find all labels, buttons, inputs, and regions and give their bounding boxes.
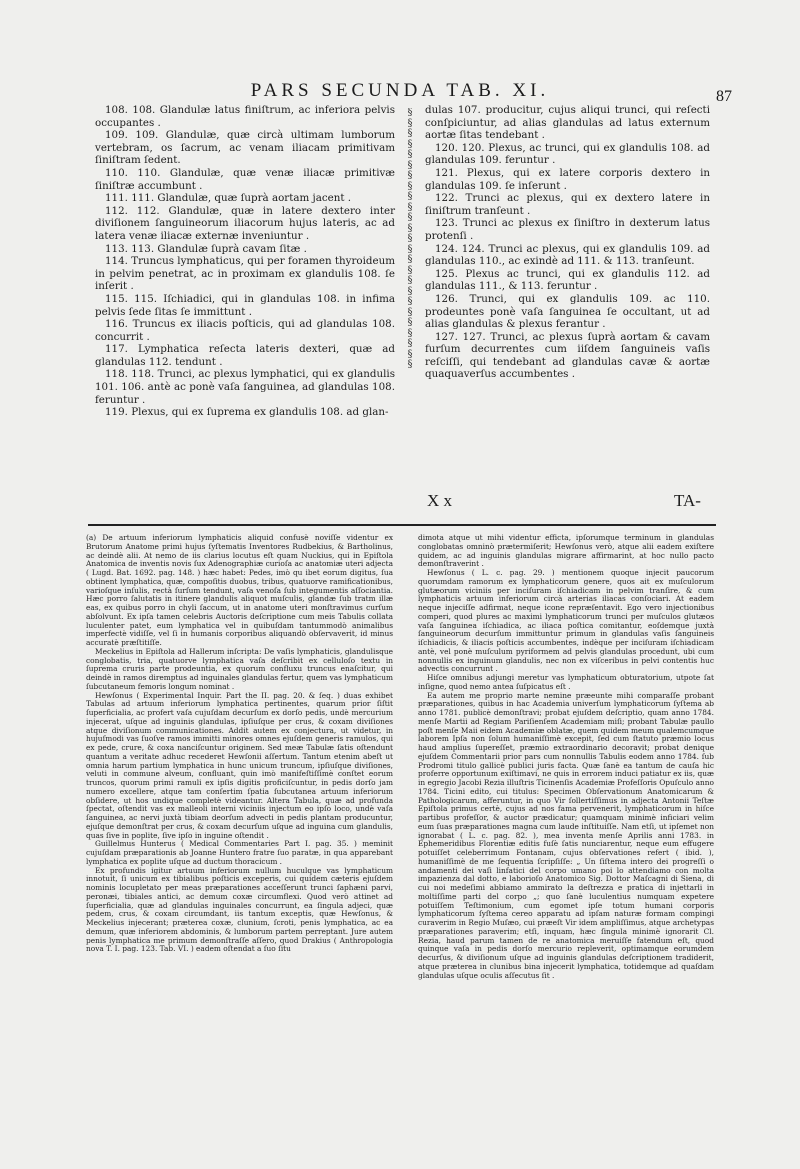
- chain-link-ornament: §: [407, 306, 413, 318]
- legend-entry: 122. Trunci ac plexus, qui ex dextero latere in ſiniſtrum tranſeunt .: [425, 192, 710, 217]
- legend-entry: 117. Lymphatica reſecta lateris dexteri, quæ ad glandulas 112. tendunt .: [95, 343, 395, 368]
- chain-link-ornament: §: [407, 108, 413, 118]
- chain-link-ornament: §: [407, 222, 413, 234]
- chain-link-ornament: §: [407, 359, 413, 370]
- legend-entry: 116. Truncus ex iliacis poſticis, qui ad glandulas 108. concurrit .: [95, 318, 395, 343]
- legend-entry: 112. 112. Glandulæ, quæ in latere dextero inter diviſionem ſanguineorum iliacorum hujus lateris, ac ad latera venæ iliacæ externæ inveniuntur .: [95, 204, 395, 242]
- chain-link-ornament: §: [407, 264, 413, 276]
- legend-entry: 126. Trunci, qui ex glandulis 109. ac 110. prodeuntes ponè vaſa ſanguinea ſe occultant, ut ad alias glandulas & plexus ferantur .: [425, 292, 710, 331]
- chain-link-ornament: §: [407, 138, 413, 150]
- chain-link-ornament: §: [407, 317, 413, 328]
- legend-entry: 111. 111. Glandulæ, quæ ſuprà aortam jacent .: [105, 192, 352, 205]
- legend-entry: dulas 107. producitur, cujus aliqui trunci, qui reſecti conſpiciuntur, ad alias glandulas ad latus externum aortæ ſitas tendebant .: [425, 104, 710, 142]
- chain-link-ornament: §: [407, 201, 413, 213]
- chain-link-ornament: §: [407, 327, 413, 339]
- chain-link-ornament: §: [407, 243, 413, 255]
- chain-link-ornament: §: [407, 180, 413, 192]
- footnotes-right-column: [418, 534, 714, 980]
- legend-entry: 110. 110. Glandulæ, quæ venæ iliacæ primitivæ ſiniſtræ accumbunt .: [95, 166, 395, 192]
- footnote-paragraph: (a) De artuum inferiorum lymphaticis aliquid confusè noviſſe videntur ex Brutorum Anatome primi hujus ſyſtematis Inventores Rudbekius, & Bartholinus, ac deindè alii. At nemo de iis clarius locutus eſt quam Nuckius, qui in Epiſtola Anatomica de inventis novis ſux Adenographiæ curioſa ac anatomiæ uteri adjecta ( Lugd. Bat. 1692. pag. 148. ) hæc habet: Pedes, imò qu ibet eorum digitus, ſua obtinent lymphatica, quæ, compoſitis duobus, tribus, quatuorve ramificationibus, varioſque inſulis, rectà ſurſum tendunt, vaſa venoſa ſub integumentis aſſociantia. Hæc porro ſalutatis in itinere glandulis aliquot muſculis, glandæ ſub tratm illæ eas, ex quibus porro in chyli ſaccum, ut in anatome uteri monſtravimus curſum abſolvunt. Ex ipſa tamen celebris Auctoris deſcriptione cum meis Tabulis collata luculenter patet, eum lymphatica vel in quibuſdam tantummodò animalibus imperfectè vidiſſe, vel ſi in humanis corporibus aliquandò obſervaverit, id minus accuratè præſtitiſſe.: [86, 533, 393, 647]
- legend-entry: 121. Plexus, qui ex latere corporis dextero in glandulas 109. ſe inſerunt .: [425, 166, 710, 192]
- legend-entry: 118. 118. Trunci, ac plexus lymphatici, qui ex glandulis 101. 106. antè ac ponè vaſa ſanguinea, ad glandulas 108. feruntur .: [95, 368, 395, 406]
- chain-link-ornament: §: [407, 117, 413, 129]
- legend-entry: 125. Plexus ac trunci, qui ex glandulis 112. ad glandulas 111., & 113. feruntur .: [425, 267, 710, 293]
- footnote-paragraph: Ea autem me proprio marte nemine præeunte mihi comparaſſe probant præparationes, quibus in hac Academia univerſum lymphaticorum ſyſtema ab anno 1781. publicè demonſtravi; probat ejuſdem deſcriptio, quam anno 1784. menſe Martii ad Regiam Pariſienſem Academiam miſi; probant Tabulæ paullo poſt menſe Maii eidem Academiæ oblatæ, quem quidem meum qualemcumque laborem Ipſa non ſolum humaniſſimè excepit, ſed cum ſtatuto præmio locus haud amplius ſupereſſet, præmio extraordinario decoravit; probat denique ejuſdem Commentarii prior pars cum nonnullis Tabulis eodem anno 1784. ſub Prodromi titulo gallicè publici juris facta. Quæ ſanè ea tantum de cauſa hic proferre opportunum exiſtimavi, ne quis in errorem induci patiatur ex iis, quæ in egregio Jacobi Rezia illuſtris Ticinenſis Academiæ Profeſſoris Opuſculo anno 1784. Ticini edito, cui titulus: Specimen Obſervationum Anatomicarum & Pathologicarum, afferuntur, in quo Vir ſollertiſſimus in adjecta Antonii Teſtæ Epiſtola primus certè, cujus ad nos fama pervenerit, lymphaticorum in hiſce partibus profeſſor, & auctor prædicatur; quamquam minimè inficiari velim eum ſuas præparationes magna cum laude inſtituiſſe. Nam etſi, ut ipſemet non ignorabat ( L. c. pag. 82. ), mea inventa menſe Aprilis anni 1783. in Ephemeridibus Florentiæ editis fuſè ſatis nunciarentur, neque eum effugere potuiſſet celeberrimum Fontanam, cujus obſervationes refert ( ibid. ), humaniſſimè de me ſequentia ſcripſiſſe: „ Un ſiſtema intero dei progreſſi o andamenti dei vaſi linfatici del corpo umano poi lo attendiamo con molta impazienza dal dotto, e laborioſo Anatomico Sig. Dottor Maſcagni di Siena, di cui noi medeſimi abbiamo ammirato la deſtrezza e pratica di injettarli in moltiſſime parti del corpo „; quo ſanè luculentius numquam expetere potuiſſem Teſtimonium, cum egomet ipſe totum humani corporis lymphaticorum ſyſtema cereo apparatu ad ipſam naturæ formam compingi curaverim in Regio Muſæo, cui præeſt Vir idem ampliſſimus, atque archetypas præparationes paraverim; etſi, inquam, hæc ſingula minimè ignorarit Cl. Rezia, haud parum tamen de re anatomica meruiſſe fatendum eſt, quod quinque vaſa in pedis dorſo mercurio repleverit, optimamque eorumdem decurſus, & diviſionum uſque ad inguinis glandulas deſcriptionem tradiderit, atque præterea in clunibus bina injecerit lymphatica, totidemque ad quaſdam glandulas uſque oculis aſſecutus ſit .: [418, 690, 714, 980]
- legend-entry: 108. 108. Glandulæ latus finiſtrum, ac inferiora pelvis occupantes .: [95, 104, 395, 129]
- footnote-paragraph: Meckelius in Epiſtola ad Hallerum inſcripta: De vaſis lymphaticis, glandulisque conglobatis, tria, quatuorve lymphatica vaſa deſcribit ex celluloſo textu in ſuprema cruris parte prodeuntia, ex quorum confluxu truncus enaſcitur, qui deindè in ramos diremptus ad inguinales glandulas fertur, quem vas lymphaticum ſubcutaneum femoris longum nominat .: [86, 646, 393, 691]
- chain-link-ornament: §: [407, 191, 413, 202]
- footnote-paragraph: Guillelmus Hunterus ( Medical Commentaries Part I. pag. 35. ) meminit cujuſdam præparationis ab Joanne Huntero fratre ſuo paratæ, in qua apparebant lymphatica ex poplite uſque ad ductum thoracicum .: [86, 839, 393, 866]
- legend-entry: 115. 115. Iſchiadici, qui in glandulas 108. in infima pelvis ſede ſitas ſe immittunt .: [95, 292, 395, 318]
- legend-entry: 119. Plexus, qui ex ſuprema ex glandulis 108. ad glan-: [105, 406, 389, 419]
- legend-right-column: [425, 104, 710, 381]
- running-title: PARS SECUNDA TAB. XI.: [250, 80, 550, 101]
- legend-entry: 109. 109. Glandulæ, quæ circà ultimam lumborum vertebram, os ſacrum, ac venam iliacam primitivam ſiniſtram ſedent.: [95, 129, 395, 167]
- footnote-paragraph: Hewſonus ( L. c. pag. 29. ) mentionem quoque injecit paucorum quorumdam ramorum ex lymphaticorum genere, quos ait ex muſculorum glutæorum viciniis per inciſuram iſchiadicam in pelvim tranſire, & cum lymphaticis artuum inferiorum circà arterias iliacas conſociari. At eadem neque injeciſſe adfirmat, neque icone repræſentavit. Ego vero injectionibus comperi, quod plures ac maximi lymphaticorum trunci per muſculos glutæos vaſa ſanguinea iſchiadica, ac iliaca poſtica comitantur, eoſdemque juxtà ſanguineorum decurſum immittuntur primum in glandulas vaſis ſanguineis iſchiadicis, & iliacis poſticis accumbentes, indèque per inciſuram iſchiadicam antè, vel ponè muſculum pyriformem ad pelvis glandulas procedunt, ubi cum nonnullis ex inguinum glandulis, nec non ex viſceribus in pelvi contentis huc advectis concurrunt .: [418, 568, 714, 674]
- footnote-rule: [88, 524, 716, 526]
- chain-link-ornament: §: [407, 285, 413, 297]
- chain-link-ornament: §: [407, 338, 413, 349]
- chain-link-ornament: §: [407, 149, 413, 160]
- legend-left-column: [95, 104, 395, 419]
- footnote-paragraph: Ex profundis igitur artuum inferiorum nullum huculque vas lymphaticum innotuit, ſi unicum ex tibialibus poſticis exceperis, cui quidem cæteris ejuſdem nominis locupletato per meas præparationes acceſſerunt trunci ſaphæni parvi, peronæi, tibiales antici, ac demum coxæ circumflexi. Quod verò attinet ad ſuperficialia, quæ ad glandulas inguinales concurrunt, ea ſingula adjeci, quæ pedem, crus, & coxam circumdant, iis tantum exceptis, quæ Hewſonus, & Meckelius injecerant; præterea coxæ, clunium, ſcroti, penis lymphatica, ac ea demum, quæ inferiorem abdominis, & lumborum partem perreptant. Jure autem penis lymphatica me primum demonſtraſſe aſſero, quod Drakius ( Anthropologia nova T. I. pag. 123. Tab. VI. ) eadem oſtendat a ſuo ſitu: [86, 865, 393, 954]
- chain-link-ornament: §: [407, 159, 413, 171]
- legend-entry: 123. Trunci ac plexus ex ſiniſtro in dexterum latus protenſi .: [425, 217, 710, 242]
- chain-link-ornament: §: [407, 212, 413, 223]
- legend-entry: 113. 113. Glandulæ ſuprà cavam ſitæ .: [105, 242, 307, 255]
- chain-link-ornament: §: [407, 128, 413, 139]
- chain-link-ornament: §: [407, 254, 413, 265]
- chain-link-ornament: §: [407, 170, 413, 181]
- footnote-paragraph: dimota atque ut mihi videntur efficta, ipſorumque terminum in glandulas conglobatas omninò prætermiſerit; Hewſonus verò, atque alii eadem exiſtere quidem, ac ad inguinis glandulas migrare affirmarint, at hoc nullo pacto demonſtraverint .: [418, 533, 714, 569]
- chain-link-ornament: §: [407, 296, 413, 307]
- legend-entry: 120. 120. Plexus, ac trunci, qui ex glandulis 108. ad glandulas 109. feruntur .: [425, 141, 710, 167]
- chain-link-ornament: §: [407, 233, 413, 244]
- chain-link-ornament: §: [407, 348, 413, 360]
- footnotes-left-column: [86, 534, 393, 954]
- legend-entry: 114. Truncus lymphaticus, qui per foramen thyroideum in pelvim penetrat, ac in proximam ex glandulis 108. ſe inſerit .: [95, 255, 395, 293]
- page-number: 87: [716, 88, 732, 105]
- footnote-paragraph: Hewſonus ( Experimental Inquir. Part the II. pag. 20. & ſeq. ) duas exhibet Tabulas ad artuum inferiorum lymphatica pertinentes, quarum prior ſiſtit ſuperficialia, ac profert vaſa cujuſdam decurſum ex dorſo pedis, undè mercurium injecerat, uſque ad inguinis glandulas, ipſiuſque per crus, & coxam diviſiones atque diviſionum communicationes. Addit autem ex conjectura, ut videtur, in hujuſmodi vas ſuoſve ramos immitti minores omnes ejuſdem generis ramulos, qui ex pede, crure, & coxa nanciſcuntur originem. Sed meæ Tabulæ ſatis oſtendunt quantum a veritate adhuc recederet Hewſonii aſſertum. Tantum etenim abeſt ut omnia harum partium lymphatica in hunc unicum truncum, ipſiuſque diviſiones, veluti in commune alveum, confluant, quin imò manifeſtiſſimè conſtet eorum truncos, quorum primi ramuli ex ipſis digitis proficiſcuntur, in pedis dorſo jam numero excellere, atque tam conſertim ſpatia ſubcutanea artuum inferiorum obſidere, ut hos undique completè videantur. Altera Tabula, quæ ad profunda ſpectat, oſtendit vas ex malleoli interni viciniis injectum eo ipſo loco, undè vaſa ſanguinea, ac nervi juxtà tibiam deorſum advecti in pedis plantam producuntur, ejuſque demonſtrat per crus, & coxam decurſum uſque ad inguina cum glandulis, quas ſive in poplite, ſive ipſo in inguine oſtendit .: [86, 690, 393, 840]
- chain-link-ornament: §: [407, 275, 413, 286]
- footnote-paragraph: Hiſce omnibus adjungi meretur vas lymphaticum obturatorium, utpote ſat inſigne, quod nemo antea ſuſpicatus eſt .: [418, 673, 714, 691]
- gathering-signature: X x: [427, 491, 453, 510]
- catchword: TA-: [674, 491, 701, 510]
- legend-entry: 127. 127. Trunci, ac plexus ſuprà aortam & cavam furſum decurrentes cum iiſdem ſanguineis vaſis reſciſſi, qui tendebant ad glandulas cavæ & aortæ quaquaverſus accumbentes .: [425, 330, 710, 381]
- ornamental-column-divider: [397, 108, 423, 370]
- legend-entry: 124. 124. Trunci ac plexus, qui ex glandulis 109. ad glandulas 110., ac exindè ad 111. & 113. tranſeunt.: [425, 242, 710, 268]
